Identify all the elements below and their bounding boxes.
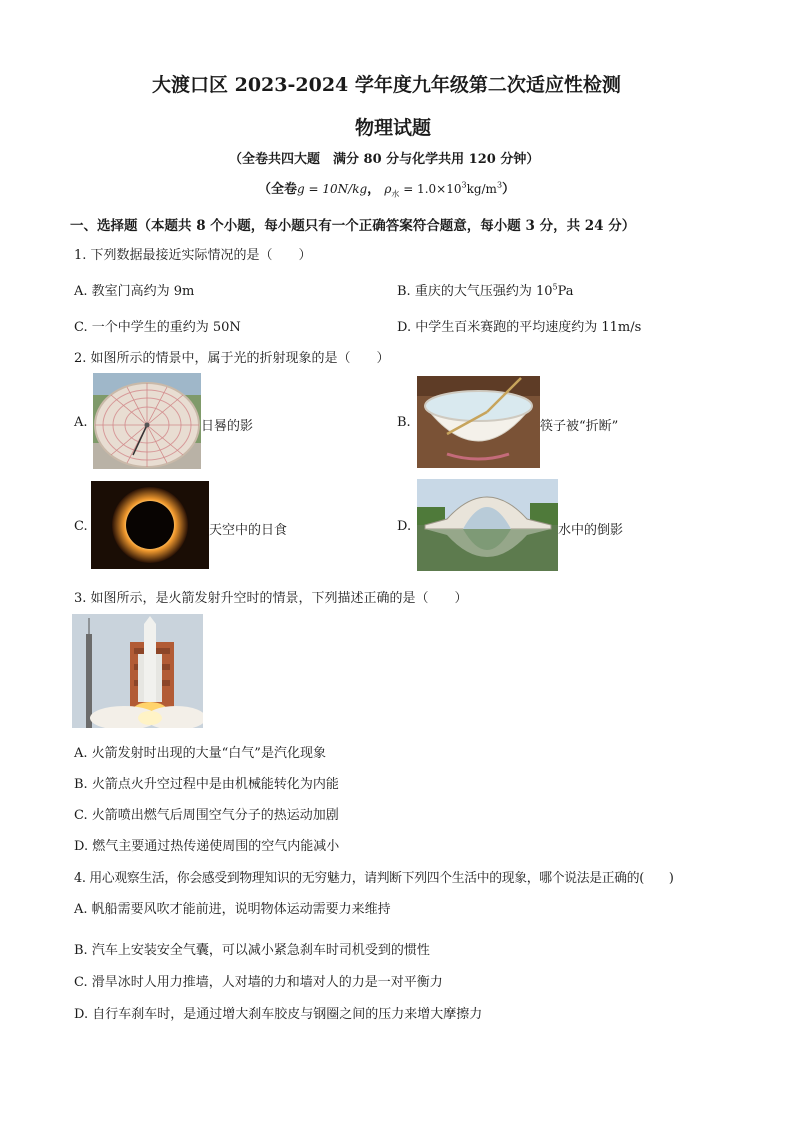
constants-separator: ， bbox=[367, 182, 381, 197]
q3-option-b: B. 火箭点火升空过程中是由机械能转化为内能 bbox=[74, 777, 339, 792]
q4-option-c: C. 滑旱冰时人用力推墙，人对墙的力和墙对人的力是一对平衡力 bbox=[74, 975, 443, 990]
rocket-launch-image bbox=[72, 614, 203, 728]
q1-option-d: D. 中学生百米赛跑的平均速度约为 11m/s bbox=[397, 320, 642, 335]
q2-option-d-caption: 水中的倒影 bbox=[558, 523, 624, 538]
q1-option-b-text: B. 重庆的大气压强约为 10 bbox=[397, 284, 553, 299]
q1-option-b-unit: Pa bbox=[557, 284, 574, 299]
chopstick-bowl-image bbox=[417, 376, 540, 468]
q2-option-a-caption: 日晷的影 bbox=[201, 419, 254, 434]
q2-option-d-label: D. bbox=[397, 519, 412, 534]
exam-title: 大渡口区 2023-2024 学年度九年级第二次适应性检测 bbox=[152, 74, 621, 96]
rho-unit-exponent: 3 bbox=[496, 180, 503, 190]
q4-option-d: D. 自行车刹车时，是通过增大刹车胶皮与钢圈之间的压力来增大摩擦力 bbox=[74, 1007, 483, 1022]
q3-option-d: D. 燃气主要通过热传递使周围的空气内能减小 bbox=[74, 839, 340, 854]
rho-unit: kg/m bbox=[466, 182, 497, 196]
constants-prefix: （全卷 bbox=[258, 182, 298, 197]
q3-option-c: C. 火箭喷出燃气后周围空气分子的热运动加剧 bbox=[74, 808, 339, 823]
constants-line bbox=[258, 178, 515, 200]
q3-option-a: A. 火箭发射时出现的大量“白气”是汽化现象 bbox=[74, 746, 326, 761]
sundial-image bbox=[93, 373, 201, 469]
q1-option-c: C. 一个中学生的重约为 50N bbox=[74, 320, 241, 335]
solar-eclipse-image bbox=[91, 481, 209, 569]
q4-option-a: A. 帆船需要风吹才能前进，说明物体运动需要力来维持 bbox=[74, 902, 391, 917]
q2-option-b-label: B. bbox=[397, 415, 411, 430]
subject-title: 物理试题 bbox=[355, 117, 432, 139]
rho-exponent: 3 bbox=[461, 180, 467, 190]
q2-option-b-caption: 筷子被“折断” bbox=[540, 419, 619, 434]
rho-subscript: 水 bbox=[391, 189, 400, 199]
constants-suffix: ） bbox=[502, 182, 516, 197]
q2-option-a-label: A. bbox=[74, 415, 88, 430]
bridge-reflection-image bbox=[417, 479, 558, 571]
q1-option-b-exponent: 5 bbox=[552, 282, 558, 292]
exam-note: （全卷共四大题 满分 80 分与化学共用 120 分钟） bbox=[229, 152, 540, 167]
q1-option-a: A. 教室门高约为 9m bbox=[74, 284, 195, 299]
q2-option-c-label: C. bbox=[74, 519, 88, 534]
g-constant: g = 10N/kg bbox=[297, 182, 368, 196]
q2-option-c-caption: 天空中的日食 bbox=[209, 523, 288, 538]
q1-option-b bbox=[397, 280, 574, 299]
q3-stem: 3. 如图所示，是火箭发射升空时的情景，下列描述正确的是（ ） bbox=[74, 591, 468, 606]
q4-option-b: B. 汽车上安装安全气囊，可以减小紧急刹车时司机受到的惯性 bbox=[74, 943, 430, 958]
q2-stem: 2. 如图所示的情景中，属于光的折射现象的是（ ） bbox=[74, 351, 390, 366]
section1-heading: 一、选择题（本题共 8 个小题，每小题只有一个正确答案符合题意，每小题 3 分，共 24 分） bbox=[70, 218, 636, 234]
q1-stem: 1. 下列数据最接近实际情况的是（ ） bbox=[74, 248, 312, 263]
rho-symbol: ρ bbox=[384, 182, 392, 196]
rho-value: = 1.0×10 bbox=[399, 182, 462, 196]
q4-stem: 4. 用心观察生活，你会感受到物理知识的无穷魅力，请判断下列四个生活中的现象，哪个说法是正确的( ) bbox=[74, 871, 674, 886]
